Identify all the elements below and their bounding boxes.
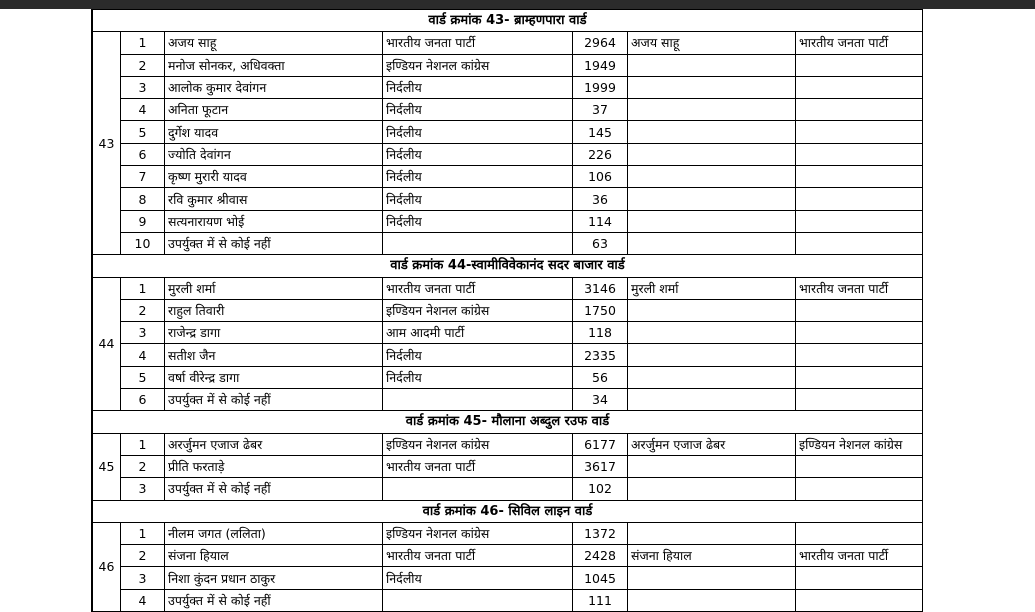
candidate-row <box>93 589 923 611</box>
winner-party <box>796 232 923 254</box>
candidate-serial: 4 <box>121 99 165 121</box>
results-table <box>92 9 923 612</box>
ward-number: 45 <box>93 433 121 500</box>
candidate-serial: 1 <box>121 522 165 544</box>
ward-number: 46 <box>93 522 121 611</box>
candidate-votes: 2335 <box>573 344 628 366</box>
candidate-party: भारतीय जनता पार्टी <box>383 32 573 54</box>
candidate-name: अरर्जुमन एजाज ढेबर <box>165 433 383 455</box>
candidate-name: आलोक कुमार देवांगन <box>165 76 383 98</box>
candidate-row <box>93 522 923 544</box>
candidate-votes: 102 <box>573 478 628 500</box>
winner-name <box>628 389 796 411</box>
candidate-votes: 6177 <box>573 433 628 455</box>
candidate-name: नीलम जगत (ललिता) <box>165 522 383 544</box>
candidate-votes: 63 <box>573 232 628 254</box>
winner-name <box>628 455 796 477</box>
candidate-party: भारतीय जनता पार्टी <box>383 455 573 477</box>
candidate-serial: 3 <box>121 322 165 344</box>
candidate-row <box>93 567 923 589</box>
candidate-party: निर्दलीय <box>383 366 573 388</box>
candidate-name: राजेन्द्र डागा <box>165 322 383 344</box>
winner-party <box>796 322 923 344</box>
winner-name <box>628 567 796 589</box>
candidate-party: इण्डियन नेशनल कांग्रेस <box>383 299 573 321</box>
ward-number: 43 <box>93 32 121 255</box>
candidate-party: निर्दलीय <box>383 188 573 210</box>
candidate-name: मुरली शर्मा <box>165 277 383 299</box>
candidate-votes: 145 <box>573 121 628 143</box>
candidate-party <box>383 232 573 254</box>
candidate-serial: 2 <box>121 54 165 76</box>
winner-name <box>628 188 796 210</box>
candidate-row <box>93 389 923 411</box>
winner-party <box>796 478 923 500</box>
ward-title: वार्ड क्रमांक 43- ब्राम्हणपारा वार्ड <box>93 10 923 32</box>
candidate-party: निर्दलीय <box>383 344 573 366</box>
winner-party <box>796 54 923 76</box>
candidate-votes: 106 <box>573 166 628 188</box>
winner-name <box>628 322 796 344</box>
ward-title: वार्ड क्रमांक 44-स्वामीविवेकानंद सदर बाजार वार्ड <box>93 255 923 277</box>
candidate-serial: 3 <box>121 478 165 500</box>
candidate-serial: 1 <box>121 433 165 455</box>
candidate-serial: 3 <box>121 567 165 589</box>
winner-party <box>796 143 923 165</box>
candidate-name: सत्यनारायण भोई <box>165 210 383 232</box>
winner-name <box>628 54 796 76</box>
winner-name <box>628 99 796 121</box>
candidate-row <box>93 545 923 567</box>
candidate-party: निर्दलीय <box>383 76 573 98</box>
candidate-row <box>93 32 923 54</box>
candidate-party: आम आदमी पार्टी <box>383 322 573 344</box>
candidate-votes: 36 <box>573 188 628 210</box>
candidate-row <box>93 366 923 388</box>
winner-party <box>796 389 923 411</box>
candidate-votes: 56 <box>573 366 628 388</box>
candidate-name: प्रीति फरताड़े <box>165 455 383 477</box>
candidate-name: ज्योति देवांगन <box>165 143 383 165</box>
candidate-party: इण्डियन नेशनल कांग्रेस <box>383 433 573 455</box>
winner-party: भारतीय जनता पार्टी <box>796 545 923 567</box>
candidate-row <box>93 166 923 188</box>
candidate-votes: 118 <box>573 322 628 344</box>
winner-party <box>796 99 923 121</box>
winner-party: इण्डियन नेशनल कांग्रेस <box>796 433 923 455</box>
winner-name <box>628 522 796 544</box>
candidate-party: निर्दलीय <box>383 166 573 188</box>
candidate-row <box>93 54 923 76</box>
winner-name <box>628 366 796 388</box>
candidate-row <box>93 232 923 254</box>
winner-name: अजय साहू <box>628 32 796 54</box>
candidate-party <box>383 478 573 500</box>
winner-party: भारतीय जनता पार्टी <box>796 277 923 299</box>
ward-title: वार्ड क्रमांक 45- मौलाना अब्दुल रउफ वार्ड <box>93 411 923 433</box>
candidate-party: इण्डियन नेशनल कांग्रेस <box>383 54 573 76</box>
candidate-row <box>93 299 923 321</box>
candidate-party: निर्दलीय <box>383 210 573 232</box>
winner-party <box>796 567 923 589</box>
candidate-name: मनोज सोनकर, अधिवक्ता <box>165 54 383 76</box>
candidate-row <box>93 344 923 366</box>
candidate-votes: 3617 <box>573 455 628 477</box>
candidate-row <box>93 143 923 165</box>
candidate-votes: 114 <box>573 210 628 232</box>
candidate-name: उपर्युक्त में से कोई नहीं <box>165 589 383 611</box>
candidate-name: उपर्युक्त में से कोई नहीं <box>165 389 383 411</box>
candidate-party: भारतीय जनता पार्टी <box>383 545 573 567</box>
candidate-serial: 6 <box>121 143 165 165</box>
ward-number: 44 <box>93 277 121 411</box>
winner-party <box>796 121 923 143</box>
winner-party <box>796 76 923 98</box>
winner-name <box>628 76 796 98</box>
candidate-serial: 5 <box>121 366 165 388</box>
candidate-serial: 1 <box>121 32 165 54</box>
candidate-votes: 1750 <box>573 299 628 321</box>
ward-header-row <box>93 411 923 433</box>
winner-party <box>796 210 923 232</box>
winner-name <box>628 121 796 143</box>
candidate-party: निर्दलीय <box>383 143 573 165</box>
winner-name <box>628 589 796 611</box>
candidate-name: राहुल तिवारी <box>165 299 383 321</box>
candidate-party: निर्दलीय <box>383 567 573 589</box>
winner-party: भारतीय जनता पार्टी <box>796 32 923 54</box>
winner-name <box>628 210 796 232</box>
candidate-row <box>93 210 923 232</box>
candidate-votes: 1999 <box>573 76 628 98</box>
candidate-votes: 2964 <box>573 32 628 54</box>
candidate-party <box>383 389 573 411</box>
candidate-row <box>93 188 923 210</box>
candidate-party: निर्दलीय <box>383 99 573 121</box>
winner-name <box>628 344 796 366</box>
winner-name <box>628 478 796 500</box>
candidate-serial: 7 <box>121 166 165 188</box>
candidate-name: निशा कुंदन प्रधान ठाकुर <box>165 567 383 589</box>
candidate-serial: 3 <box>121 76 165 98</box>
candidate-votes: 37 <box>573 99 628 121</box>
candidate-name: रवि कुमार श्रीवास <box>165 188 383 210</box>
candidate-row <box>93 478 923 500</box>
winner-party <box>796 455 923 477</box>
candidate-serial: 8 <box>121 188 165 210</box>
candidate-row <box>93 433 923 455</box>
ward-header-row <box>93 10 923 32</box>
candidate-party <box>383 589 573 611</box>
candidate-votes: 1372 <box>573 522 628 544</box>
winner-name <box>628 143 796 165</box>
winner-party <box>796 188 923 210</box>
winner-name: संजना हियाल <box>628 545 796 567</box>
candidate-serial: 1 <box>121 277 165 299</box>
candidate-serial: 5 <box>121 121 165 143</box>
winner-party <box>796 366 923 388</box>
candidate-row <box>93 121 923 143</box>
candidate-party: निर्दलीय <box>383 121 573 143</box>
ward-title: वार्ड क्रमांक 46- सिविल लाइन वार्ड <box>93 500 923 522</box>
candidate-votes: 1949 <box>573 54 628 76</box>
results-sheet <box>91 9 923 612</box>
candidate-votes: 34 <box>573 389 628 411</box>
candidate-name: उपर्युक्त में से कोई नहीं <box>165 478 383 500</box>
winner-party <box>796 166 923 188</box>
winner-name: अरर्जुमन एजाज ढेबर <box>628 433 796 455</box>
candidate-serial: 2 <box>121 545 165 567</box>
candidate-votes: 3146 <box>573 277 628 299</box>
results-body <box>93 10 923 612</box>
candidate-row <box>93 277 923 299</box>
candidate-name: संजना हियाल <box>165 545 383 567</box>
candidate-serial: 4 <box>121 344 165 366</box>
candidate-name: वर्षा वीरेन्द्र डागा <box>165 366 383 388</box>
candidate-serial: 2 <box>121 299 165 321</box>
candidate-serial: 10 <box>121 232 165 254</box>
candidate-name: दुर्गेश यादव <box>165 121 383 143</box>
candidate-votes: 1045 <box>573 567 628 589</box>
candidate-serial: 6 <box>121 389 165 411</box>
winner-name <box>628 232 796 254</box>
candidate-serial: 9 <box>121 210 165 232</box>
ward-header-row <box>93 500 923 522</box>
candidate-serial: 2 <box>121 455 165 477</box>
candidate-party: इण्डियन नेशनल कांग्रेस <box>383 522 573 544</box>
winner-party <box>796 344 923 366</box>
candidate-name: सतीश जैन <box>165 344 383 366</box>
candidate-name: उपर्युक्त में से कोई नहीं <box>165 232 383 254</box>
winner-party <box>796 522 923 544</box>
candidate-row <box>93 455 923 477</box>
candidate-serial: 4 <box>121 589 165 611</box>
winner-party <box>796 299 923 321</box>
candidate-votes: 226 <box>573 143 628 165</box>
candidate-party: भारतीय जनता पार्टी <box>383 277 573 299</box>
ward-header-row <box>93 255 923 277</box>
winner-name <box>628 299 796 321</box>
candidate-name: अजय साहू <box>165 32 383 54</box>
candidate-name: कृष्ण मुरारी यादव <box>165 166 383 188</box>
candidate-name: अनिता फूटान <box>165 99 383 121</box>
candidate-row <box>93 76 923 98</box>
candidate-row <box>93 99 923 121</box>
winner-name: मुरली शर्मा <box>628 277 796 299</box>
candidate-votes: 111 <box>573 589 628 611</box>
winner-name <box>628 166 796 188</box>
candidate-row <box>93 322 923 344</box>
winner-party <box>796 589 923 611</box>
candidate-votes: 2428 <box>573 545 628 567</box>
top-bar <box>0 0 1035 9</box>
